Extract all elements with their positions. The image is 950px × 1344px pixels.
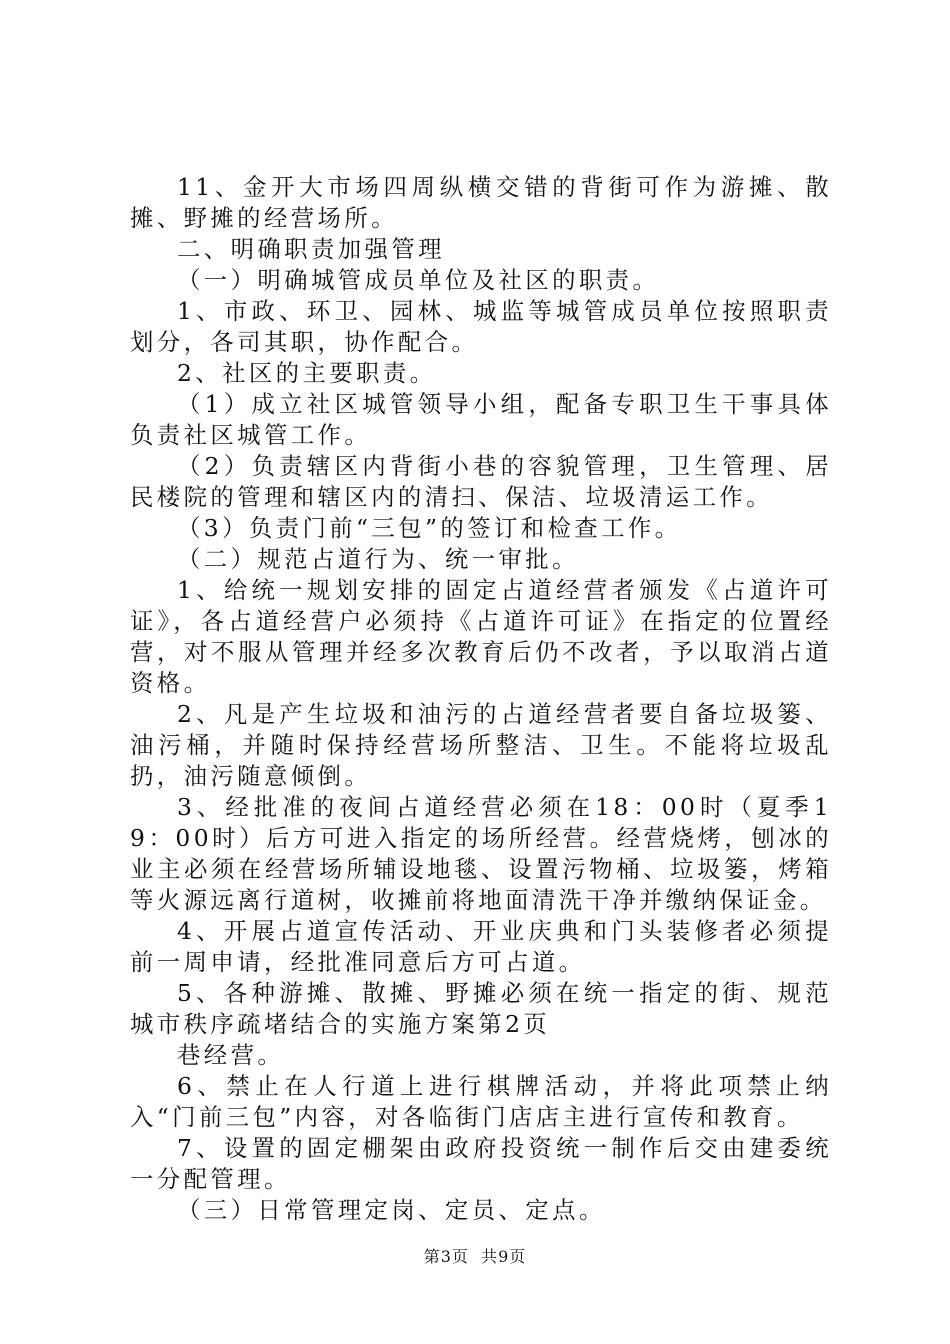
paragraph: 1、给统一规划安排的固定占道经营者颁发《占道许可证》，各占道经营户必须持《占道许可证》在指定的位置经营，对不服从管理并经多次教育后仍不改者，予以取消占道资格。 <box>130 576 832 697</box>
paragraph: （3）负责门前“三包”的签订和检查工作。 <box>177 514 682 542</box>
paragraph: 5、各种游摊、散摊、野摊必须在统一指定的街、规范城市秩序疏堵结合的实施方案第2页 <box>130 979 832 1038</box>
paragraph: 4、开展占道宣传活动、开业庆典和门头装修者必须提前一周申请，经批准同意后方可占道。 <box>130 917 832 976</box>
paragraph: 巷经营。 <box>177 1041 285 1069</box>
subsection-heading: （一）明确城管成员单位及社区的职责。 <box>177 266 660 294</box>
paragraph: 3、经批准的夜间占道经营必须在18：00时（夏季19：00时）后方可进入指定的场所经营。经营烧烤，刨冰的业主必须在经营场所辅设地毯、设置污物桶、垃圾篓，烤箱等火源远离行道树，收摊前将地面清洗干净并缴纳保证金。 <box>130 793 832 914</box>
section-heading: 二、明确职责加强管理 <box>177 235 445 263</box>
paragraph: （1）成立社区城管领导小组，配备专职卫生干事具体负责社区城管工作。 <box>130 390 832 449</box>
paragraph: 2、凡是产生垃圾和油污的占道经营者要自备垃圾篓、油污桶，并随时保持经营场所整洁、卫生。不能将垃圾乱扔，油污随意倾倒。 <box>130 700 832 790</box>
document-body <box>130 172 832 1226</box>
subsection-heading: （二）规范占道行为、统一审批。 <box>177 545 579 573</box>
page-footer <box>0 1244 950 1267</box>
paragraph: 11、金开大市场四周纵横交错的背街可作为游摊、散摊、野摊的经营场所。 <box>130 173 832 232</box>
paragraph: 2、社区的主要职责。 <box>177 359 437 387</box>
paragraph: 7、设置的固定棚架由政府投资统一制作后交由建委统一分配管理。 <box>130 1134 832 1193</box>
paragraph: 1、市政、环卫、园林、城监等城管成员单位按照职责划分，各司其职，协作配合。 <box>130 297 832 356</box>
subsection-heading: （三）日常管理定岗、定员、定点。 <box>177 1196 606 1224</box>
paragraph: 6、禁止在人行道上进行棋牌活动，并将此项禁止纳入“门前三包”内容，对各临街门店店主进行宣传和教育。 <box>130 1072 832 1131</box>
paragraph: （2）负责辖区内背街小巷的容貌管理，卫生管理、居民楼院的管理和辖区内的清扫、保洁、垃圾清运工作。 <box>130 452 832 511</box>
page-number-label: 第3页 共9页 <box>423 1247 527 1266</box>
